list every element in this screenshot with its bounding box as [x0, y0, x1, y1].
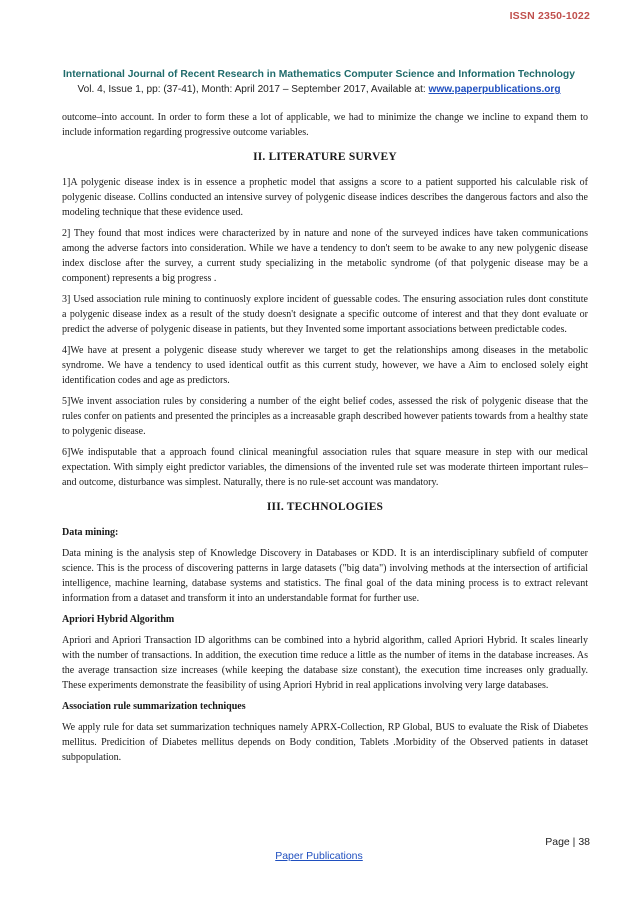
issn-label: ISSN 2350-1022 — [509, 10, 590, 22]
footer-publisher-link[interactable]: Paper Publications — [275, 850, 363, 862]
literature-paragraph-4: 4]We have at present a polygenic disease study wherever we target to get the relationships among diseases in the metabolic syndrome. We have a tendency to used identical outfit as this current study, however, we have a Aim to enclosed solely eight identification codes and age as predictors. — [62, 345, 588, 386]
intro-paragraph: outcome–into account. In order to form these a lot of applicable, we had to minimize the change we incline to expand them to include information regarding progressive outcome variables. — [62, 112, 588, 138]
page-content — [62, 110, 588, 771]
subheading-data-mining: Data mining: — [62, 527, 119, 538]
section-heading-technologies: III. TECHNOLOGIES — [266, 501, 384, 513]
literature-paragraph-6: 6]We indisputable that a approach found clinical meaningful association rules that square measure in step with our medical expectation. With simply eight predictor variables, the dimensions of the invented rule set was moderate thirteen important rules– and outcome, disturbance was simplest. Naturally, there is no rule-set account was mandatory. — [62, 447, 588, 488]
literature-paragraph-3: 3] Used association rule mining to continuosly explore incident of guessable codes. The ensuring association rules dont constitute a polygenic disease index as a result of the study doesn't designate a specific outcome of interest and that they dont evaluate or predict the adverse of polygenic disease in patients, but they Invented some important associations between predictable codes. — [62, 294, 588, 335]
apriori-hybrid-paragraph: Apriori and Apriori Transaction ID algorithms can be combined into a hybrid algorithm, called Apriori Hybrid. It scales linearly with the number of transactions. In addition, the execution time reduce a little as the number of items in the database increases. As the average transaction size increases (while keeping the database size constant), the execution time increases only gradually. These experiments demonstrate the feasibility of using Apriori Hybrid in real applications involving very large databases. — [62, 635, 588, 691]
association-rule-paragraph: We apply rule for data set summarization techniques namely APRX-Collection, RP Global, BUS to evaluate the Risk of Diabetes mellitus. Predicition of Diabetes mellitus depends on Body condition, Tablets .Morbidity of the Observed patients in dataset subpopulation. — [62, 722, 588, 763]
literature-paragraph-5: 5]We invent association rules by considering a number of the eight belief codes, assessed the risk of polygenic disease that the rules confer on patients and presented the principles as a increasable graph described however patients towards from a healthy state to polygenic disease. — [62, 396, 588, 437]
subheading-apriori-hybrid: Apriori Hybrid Algorithm — [62, 614, 175, 625]
literature-paragraph-1: 1]A polygenic disease index is in essence a prophetic model that assigns a score to a patient supported his calculable risk of polygenic disease. Collins conducted an intensive survey of polygenic disease indices describes the dangerous factors and also the modeling technique that these evidence used. — [62, 177, 588, 218]
page-number: Page | 38 — [545, 836, 590, 848]
volume-text: Vol. 4, Issue 1, pp: (37-41), Month: April 2017 – September 2017, Available at: — [77, 84, 429, 95]
journal-title: International Journal of Recent Research in Mathematics Computer Science and Information Technology — [63, 69, 575, 80]
data-mining-paragraph: Data mining is the analysis step of Knowledge Discovery in Databases or KDD. It is an interdisciplinary subfield of computer science. This is the process of discovering patterns in large datasets ("big data") involving methods at the intersection of artificial intelligence, machine learning, database systems and statistics. The final goal of the data mining process is to extract relevant information from a dataset and transform it into an understandable format for further use. — [62, 548, 588, 604]
section-heading-literature-survey: II. LITERATURE SURVEY — [253, 151, 397, 163]
journal-volume-info — [40, 82, 598, 97]
literature-paragraph-2: 2] They found that most indices were characterized by in nature and none of the surveyed indices have taken communications among the adverse factors into consideration. While we have a tendency to don't seem to be awake to any new polygenic disease index disclose after the survey, a current study specializing in the metabolic syndrome (of that polygenic disease may be a component) represents a big progress . — [62, 228, 588, 284]
journal-header — [40, 67, 598, 97]
subheading-association-rule: Association rule summarization techniques — [62, 701, 246, 712]
journal-website-link[interactable]: www.paperpublications.org — [428, 84, 561, 95]
